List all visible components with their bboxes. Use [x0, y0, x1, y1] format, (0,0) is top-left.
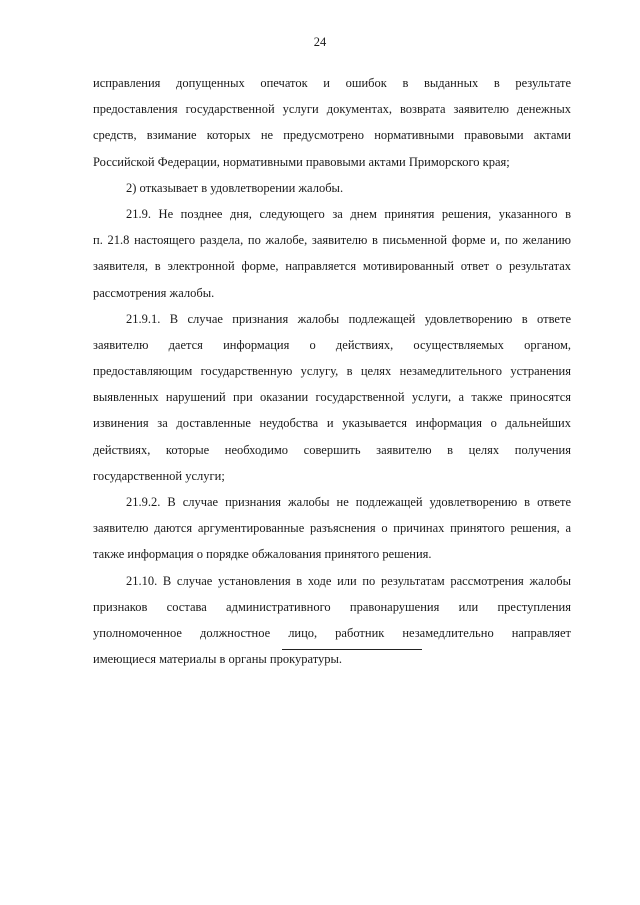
text-line: извинения за доставленные неудобства и указывается информация о дальнейших: [93, 416, 571, 431]
text-line: уполномоченное должностное лицо, работник незамедлительно направляет: [93, 626, 571, 641]
text-line: 2) отказывает в удовлетворении жалобы.: [126, 180, 344, 195]
end-of-text-rule: [282, 649, 422, 650]
text-line: средств, взимание которых не предусмотрено нормативными правовыми актами: [93, 128, 571, 143]
text-line: государственной услуги;: [93, 468, 225, 483]
paragraph-p-2: [93, 175, 571, 201]
text-line: 21.9.1. В случае признания жалобы подлежащей удовлетворению в ответе: [126, 311, 571, 326]
text-line: исправления допущенных опечаток и ошибок в выданных в результате: [93, 76, 571, 90]
text-line: заявителю даются аргументированные разъяснения о причинах принятого решения, а: [93, 521, 571, 536]
text-line: предоставляющим государственную услугу, в целях незамедлительного устранения: [93, 364, 571, 379]
document-body: [93, 70, 571, 672]
text-line: имеющиеся материалы в органы прокуратуры.: [93, 652, 343, 667]
paragraph-p-continuation: [93, 70, 571, 175]
text-line: заявителя, в электронной форме, направляется мотивированный ответ о результатах: [93, 259, 571, 274]
text-line: предоставления государственной услуги документах, возврата заявителю денежных: [93, 102, 571, 117]
text-line: 21.9. Не позднее дня, следующего за днем принятия решения, указанного в: [126, 206, 571, 221]
paragraph-p-21-9-1: [93, 306, 571, 489]
paragraph-p-21-10: [93, 568, 571, 673]
text-line: 21.9.2. В случае признания жалобы не подлежащей удовлетворению в ответе: [126, 495, 571, 510]
paragraph-p-21-9: [93, 201, 571, 306]
page-number: 24: [313, 35, 327, 49]
text-line: действиях, которые необходимо совершить заявителю в целях получения: [93, 442, 571, 457]
paragraph-p-21-9-2: [93, 489, 571, 568]
text-line: выявленных нарушений при оказании государственной услуги, а также приносятся: [93, 390, 571, 405]
text-line: п. 21.8 настоящего раздела, по жалобе, заявителю в письменной форме и, по желанию: [93, 233, 571, 248]
text-line: 21.10. В случае установления в ходе или по результатам рассмотрения жалобы: [126, 573, 571, 588]
text-line: рассмотрения жалобы.: [93, 285, 215, 300]
text-line: заявителю дается информация о действиях, осуществляемых органом,: [93, 337, 571, 352]
text-line: признаков состава административного правонарушения или преступления: [93, 599, 571, 614]
text-line: также информация о порядке обжалования принятого решения.: [93, 547, 432, 562]
text-line: Российской Федерации, нормативными правовыми актами Приморского края;: [93, 154, 510, 169]
